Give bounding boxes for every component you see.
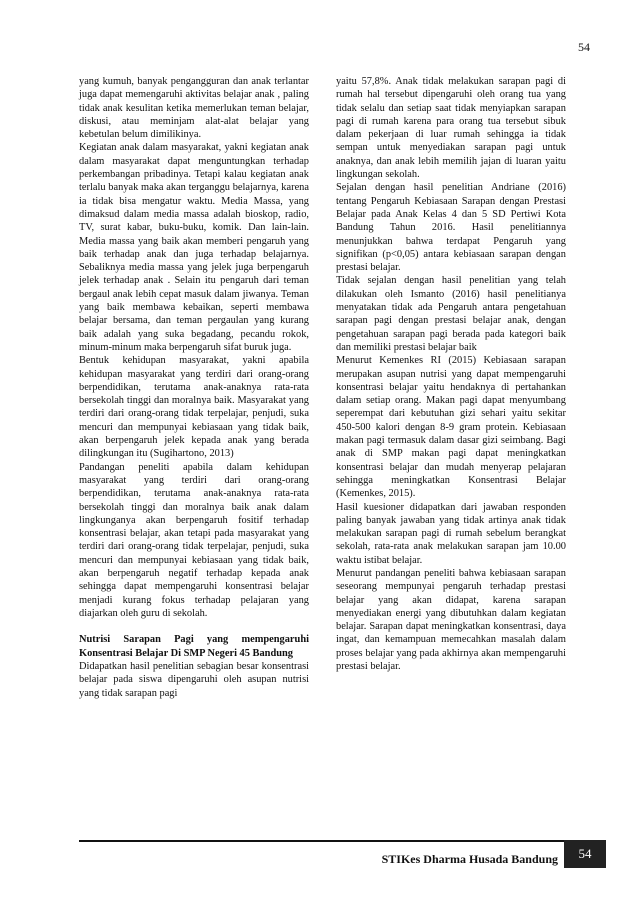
left-column	[79, 75, 309, 700]
paragraph: Tidak sejalan dengan hasil penelitian yang telah dilakukan oleh Ismanto (2016) hasil penelitianya menyatakan tidak ada Pengaruh antara pengetahuan sarapan pagi dengan prestasi belajar anak, dengan pengetahuan sarapan pagi berada pada kategori baik dan memiliki prestasi belajar baik	[336, 275, 566, 353]
paragraph: Sejalan dengan hasil penelitian Andriane (2016) tentang Pengaruh Kebiasaan Sarapan dengan Prestasi Belajar pada Anak Kelas 4 dan 5 SD Pertiwi Kota Bandung Tahun 2016. Hasil penelitiannya menunjukkan bahwa terdapat Pengaruh yang signifikan (p<0,05) antara kebiasaan sarapan dengan prestasi belajar.	[336, 182, 566, 274]
paragraph: yang kumuh, banyak pengangguran dan anak terlantar juga dapat memengaruhi aktivitas belajar anak , paling tidak anak kesulitan ketika memerlukan teman belajar, diskusi, atau meminjam alat-alat belajar yang kebetulan belum dimilikinya.	[79, 76, 309, 141]
paragraph: Kegiatan anak dalam masyarakat, yakni kegiatan anak dalam masyarakat dapat menguntungkan terhadap perkembangan pribadinya. Tetapi kalau kegiatan anak terlalu banyak maka akan terganggu belajarnya, karena ia tidak bisa mengatur waktu. Media Massa, yang dimaksud dalam media massa adalah bioskop, radio, TV, surat kabar, buku-buku, komik. Dan lain-lain. Media massa yang baik akan memberi pengaruh yang baik terhadap anak dan juga terhadap belajarnya. Sebaliknya media massa yang jelek juga berpengaruh jelek terhadap anak . Selain itu pengaruh dari teman bergaul anak lebih cepat masuk dalam jiwanya. Teman yang baik membawa kebaikan, seperti membawa belajar bersama, dan teman pergaulan yang kurang baik adalah yang suka begadang, pecandu rokok, minum-minum maka berpengaruh sifat buruk juga.	[79, 142, 309, 353]
right-column	[336, 75, 566, 673]
paragraph: Didapatkan hasil penelitian sebagian besar konsentrasi belajar pada siswa dipengaruhi oleh asupan nutrisi yang tidak sarapan pagi	[79, 661, 309, 699]
footer-journal-name: STIKes Dharma Husada Bandung	[381, 852, 558, 866]
section-heading: Nutrisi Sarapan Pagi yang mempengaruhi Konsentrasi Belajar Di SMP Negeri 45 Bandung	[79, 634, 309, 659]
paragraph: yaitu 57,8%. Anak tidak melakukan sarapan pagi di rumah hal tersebut dipengaruhi oleh orang tua yang tidak selalu dan setiap saat tidak menyiapkan sarapan pagi di rumah karena para orang tua tersebut sibuk dalam pekerjaan di luar rumah sehingga ia tidak sempan untuk menyediakan sarapan pagi untuk anaknya, dan anak lebih memilih jajan di luaran yaitu lingkungan sekolah.	[336, 76, 566, 181]
paragraph: Menurut pandangan peneliti bahwa kebiasaan sarapan seseorang mempunyai pengaruh terhadap prestasi belajar yang akan didapat, karena sarapan menyediakan energi yang dibutuhkan dalam kegiatan belajar. Sarapan dapat meningkatkan konsentrasi, daya ingat, dan kemampuan memecahkan masalah dalam proses belajar yang pada akhirnya akan mempengaruhi prestasi belajar.	[336, 567, 566, 673]
paragraph: Pandangan peneliti apabila dalam kehidupan masyarakat yang terdiri dari orang-orang berpendidikan, terutama anak-anaknya rata-rata bersekolah tinggi dan moralnya baik anak dalam lingkunganya akan berpengaruh fositif terhadap konsentrasi belajar, akan tetapi pada masyarakat yang terdiri dari orang-orang tidak terpelajar, penjudi, suka mencuri dan mempunyai kebiasaan yang tidak baik, akan berpengaruh negatif terhadap kepada anak sehingga dapat mempengaruhi konsentrasi belajar menjadi kurang fokus terhadap pelajaran yang diajarkan oleh guru di sekolah.	[79, 461, 309, 619]
footer-divider	[79, 840, 564, 842]
paragraph: Bentuk kehidupan masyarakat, yakni apabila kehidupan masyarakat yang terdiri dari orang-orang berpendidikan, terutama anak-anaknya rata-rata bersekolah tinggi dan moralnya baik. Masyarakat yang terdiri dari orang-orang tidak terpelajar, penjudi, suka mencuri dan mempunyai kebiasaan yang tidak baik, akan berpengaruh jelek kepada anak yang berada dilingkungan itu (Sugihartono, 2013)	[79, 355, 309, 460]
paragraph: Menurut Kemenkes RI (2015) Kebiasaan sarapan merupakan asupan nutrisi yang dapat mempengaruhi konsentrasi belajar yaitu hendaknya di pertahankan dalam setiap orang. Makan pagi dapat menyumbang seperempat dari kebutuhan gizi sehari yaitu sekitar 450-500 kalori dengan 8-9 gram protein. Kebiasaan makan pagi termasuk dalam dasar gizi seimbang. Bagi anak di SMP makan pagi dapat meningkatkan konsentrasi belajar dan mudah menyerap pelajaran sehingga meningkatkan Konsentrasi Belajar (Kemenkes, 2015).	[336, 355, 566, 500]
footer-page-number: 54	[564, 840, 606, 868]
paragraph: Hasil kuesioner didapatkan dari jawaban responden paling banyak jawaban yang tidak artinya anak tidak melakukan sarapan pagi di rumah sebelum berangkat sekolah, rata-rata anak melakukan sarapan jam 10.00 waktu istibat belajar.	[336, 501, 566, 566]
spacer	[79, 620, 309, 633]
page-number-top: 54	[578, 40, 590, 54]
